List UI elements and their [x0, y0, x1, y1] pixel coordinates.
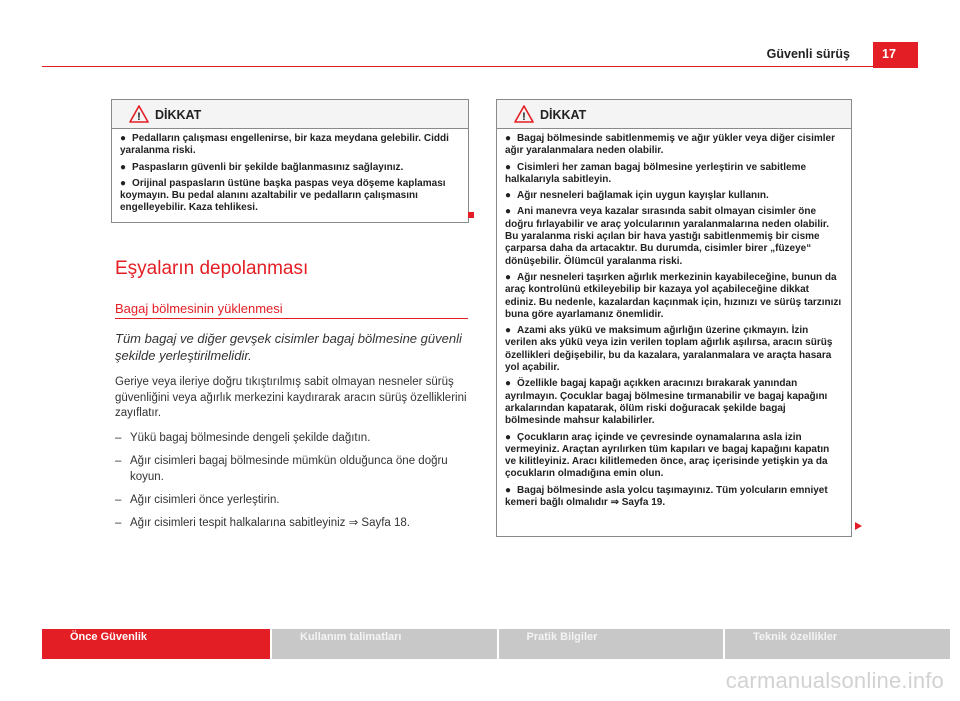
- warning-box-luggage: [496, 99, 852, 537]
- subsection-title: Bagaj bölmesinin yüklenmesi: [115, 301, 283, 316]
- warning-triangle-icon: [129, 105, 149, 123]
- tab-safety-first[interactable]: Önce Güvenlik: [42, 629, 270, 659]
- warning-box-header: [112, 100, 468, 129]
- warning-body: [112, 129, 468, 215]
- warning-item: ● Bagaj bölmesinde sabitlenmemiş ve ağır yükler veya diğer cisimler ağır yaralanmalara neden olabilir.: [505, 133, 835, 157]
- warning-body: [497, 129, 851, 509]
- warning-item: ● Azami aks yükü ve maksimum ağırlığın üzerine çıkmayın. İzin verilen aks yükü veya izin verilen toplam ağırlık aşılırsa, aracın sürüş özellikleri değişebilir, bu da kazalara, yaralanmalara ve araçta hasara yol açabilir.: [505, 325, 833, 374]
- warning-box-pedals: [111, 99, 469, 223]
- warning-box-header: [497, 100, 851, 129]
- tab-operating-instructions[interactable]: Kullanım talimatları: [272, 629, 497, 659]
- warning-item: ● Paspasların güvenli bir şekilde bağlanmasınız sağlayınız.: [120, 161, 404, 173]
- instruction-step: – Ağır cisimleri tespit halkalarına sabitleyiniz ⇒ Sayfa 18.: [115, 517, 411, 529]
- svg-text:!: !: [522, 111, 526, 123]
- header-rule: [42, 66, 918, 67]
- warning-item: ● Orijinal paspasların üstüne başka paspas veya döşeme kaplaması koymayın. Bu pedal alanını azaltabilir ve pedalların çalışmasını engelleyebilir. Kaza tehlikesi.: [120, 177, 446, 214]
- body-paragraph: Geriye veya ileriye doğru tıkıştırılmış sabit olmayan nesneler sürüş güvenliğini veya ağırlık merkezini kaydırarak aracın sürüş özelliklerini zayıflatır.: [115, 376, 467, 419]
- instruction-step: – Ağır cisimleri önce yerleştirin.: [115, 494, 280, 506]
- tab-technical-specs[interactable]: Teknik özellikler: [725, 629, 950, 659]
- tab-practical-info[interactable]: Pratik Bilgiler: [499, 629, 724, 659]
- warning-item: ● Ani manevra veya kazalar sırasında sabit olmayan cisimler öne doğru fırlayabilir ve araç yolcularının yaralanmalarına neden olabilir. Bu yaralanma riski açılan bir hava yastığı sabitlenmemiş bir cisme çarparsa daha da artacaktır. Bu durumda, cisimler birer „füzeye“ dönüşebilir. Ölümcül yaralanma riski.: [505, 206, 830, 267]
- warning-title: DİKKAT: [155, 108, 202, 122]
- section-end-marker: [468, 212, 474, 218]
- svg-text:!: !: [137, 111, 141, 123]
- warning-item: ● Özellikle bagaj kapağı açıkken aracınızı bırakarak yanından ayrılmayın. Çocuklar bagaj bölmesine tırmanabilir ve bagaj kapağını arkalarından kapatarak, ölüm riski doğuracak şekilde bagaj bölmesinde mahsur kalabilirler.: [505, 378, 828, 427]
- section-title: Eşyaların depolanması: [115, 258, 309, 279]
- lead-paragraph: Tüm bagaj ve diğer gevşek cisimler bagaj bölmesine güvenli şekilde yerleştirilmelidir.: [115, 331, 462, 363]
- continue-arrow-icon: [855, 522, 862, 530]
- warning-title: DİKKAT: [540, 108, 587, 122]
- warning-item: ● Ağır nesneleri bağlamak için uygun kayışlar kullanın.: [505, 190, 769, 202]
- warning-item: ● Ağır nesneleri taşırken ağırlık merkezinin kayabileceğine, bunun da araç kontrolünü etkileyebilip bir kazaya yol açabileceğine dikkat ediniz. Bu nedenle, kazalardan kaçınmak için, hızınızı ve sürüş tarzınızı buna göre ayarlamanız önemlidir.: [505, 271, 842, 320]
- warning-item: ● Cisimleri her zaman bagaj bölmesine yerleştirin ve sabitleme halkalarıyla sabitleyin.: [505, 161, 807, 185]
- instruction-step: – Ağır cisimleri bagaj bölmesinde mümkün olduğunca öne doğru koyun.: [115, 455, 448, 483]
- warning-triangle-icon: [514, 105, 534, 123]
- watermark: carmanualsonline.info: [725, 668, 944, 693]
- page-header-title: Güvenli sürüş: [766, 47, 850, 61]
- warning-item: ● Pedalların çalışması engellenirse, bir kaza meydana gelebilir. Ciddi yaralanma riski.: [120, 133, 449, 157]
- page-number: 17: [873, 42, 918, 68]
- instruction-list: [115, 430, 470, 538]
- subsection-rule: [115, 318, 468, 319]
- footer-nav: [42, 629, 950, 659]
- instruction-step: – Yükü bagaj bölmesinde dengeli şekilde dağıtın.: [115, 432, 371, 444]
- warning-item: ● Çocukların araç içinde ve çevresinde oynamalarına asla izin vermeyiniz. Araçtan ayrılırken tüm kapıları ve bagaj kapağını kapatın ve kilitleyiniz. Aracı kilitlemeden önce, araç içerisinde yetişkin ya da çocukların olmadığına emin olun.: [505, 431, 830, 480]
- warning-item: ● Bagaj bölmesinde asla yolcu taşımayınız. Tüm yolcuların emniyet kemeri bağlı olmalıdır ⇒ Sayfa 19.: [505, 484, 828, 509]
